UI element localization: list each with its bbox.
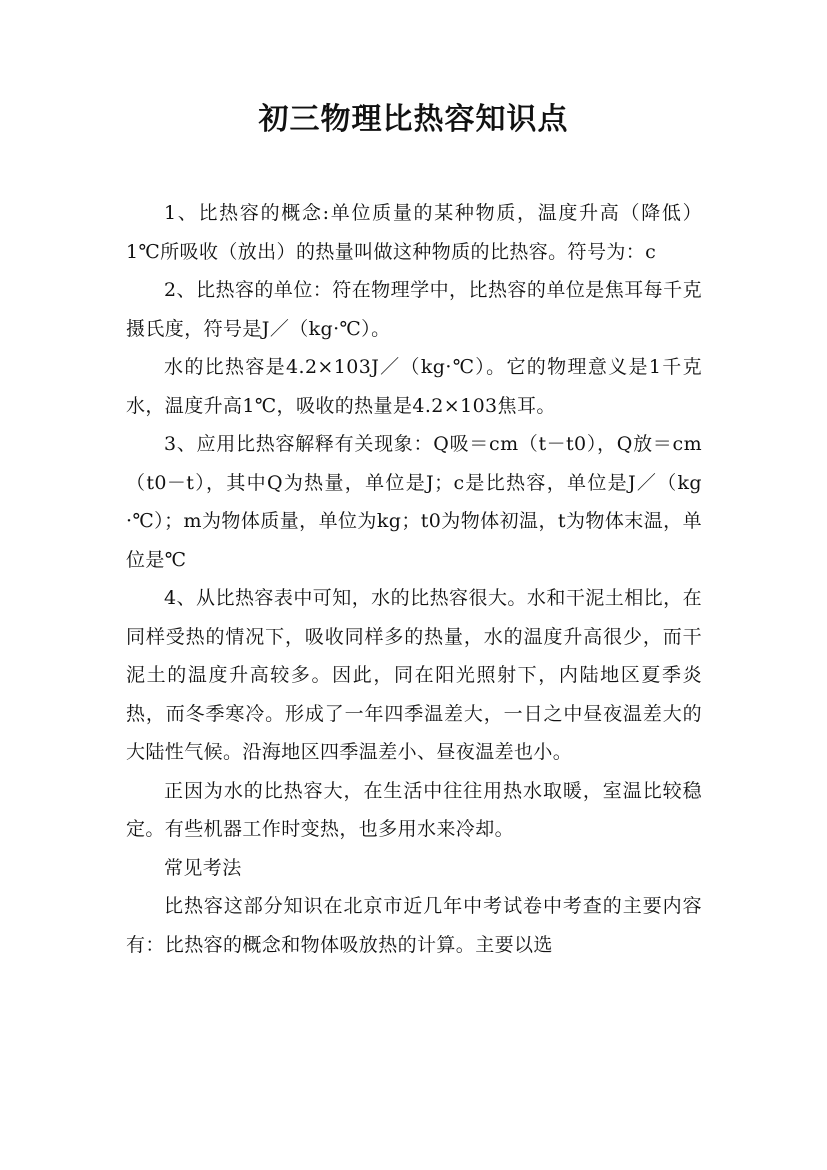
paragraph-exam-content: 比热容这部分知识在北京市近几年中考试卷中考查的主要内容有：比热容的概念和物体吸放热的计算。主要以选 <box>126 895 702 956</box>
page-title: 初三物理比热容知识点 <box>258 102 569 137</box>
paragraph-unit: 2、比热容的单位：符在物理学中，比热容的单位是焦耳每千克摄氏度，符号是J／（kg·℃）。 <box>126 279 702 340</box>
paragraph-water-specific-heat: 水的比热容是4.2×103J／（kg·℃）。它的物理意义是1千克水，温度升高1℃，吸收的热量是4.2×103焦耳。 <box>126 356 702 417</box>
paragraph-climate: 4、从比热容表中可知，水的比热容很大。水和干泥土相比，在同样受热的情况下，吸收同样多的热量，水的温度升高很少，而干泥土的温度升高较多。因此，同在阳光照射下，内陆地区夏季炎热，而冬季寒冷。形成了一年四季温差大，一日之中昼夜温差大的大陆性气候。沿海地区四季温差小、昼夜温差也小。 <box>126 587 702 763</box>
paragraph-formula: 3、应用比热容解释有关现象：Q吸＝cm（t－t0），Q放＝cm（t0－t），其中Q为热量，单位是J；c是比热容，单位是J／（kg·℃）；m为物体质量，单位为kg；t0为物体初温，t为物体末温，单位是℃ <box>126 433 702 571</box>
document-body <box>126 194 702 964</box>
section-heading-common-exam: 常见考法 <box>164 856 242 879</box>
paragraph-applications: 正因为水的比热容大，在生活中往往用热水取暖，室温比较稳定。有些机器工作时变热，也多用水来冷却。 <box>126 779 702 840</box>
paragraph-definition: 1、比热容的概念:单位质量的某种物质，温度升高（降低）1℃所吸收（放出）的热量叫做这种物质的比热容。符号为：c <box>126 202 702 263</box>
